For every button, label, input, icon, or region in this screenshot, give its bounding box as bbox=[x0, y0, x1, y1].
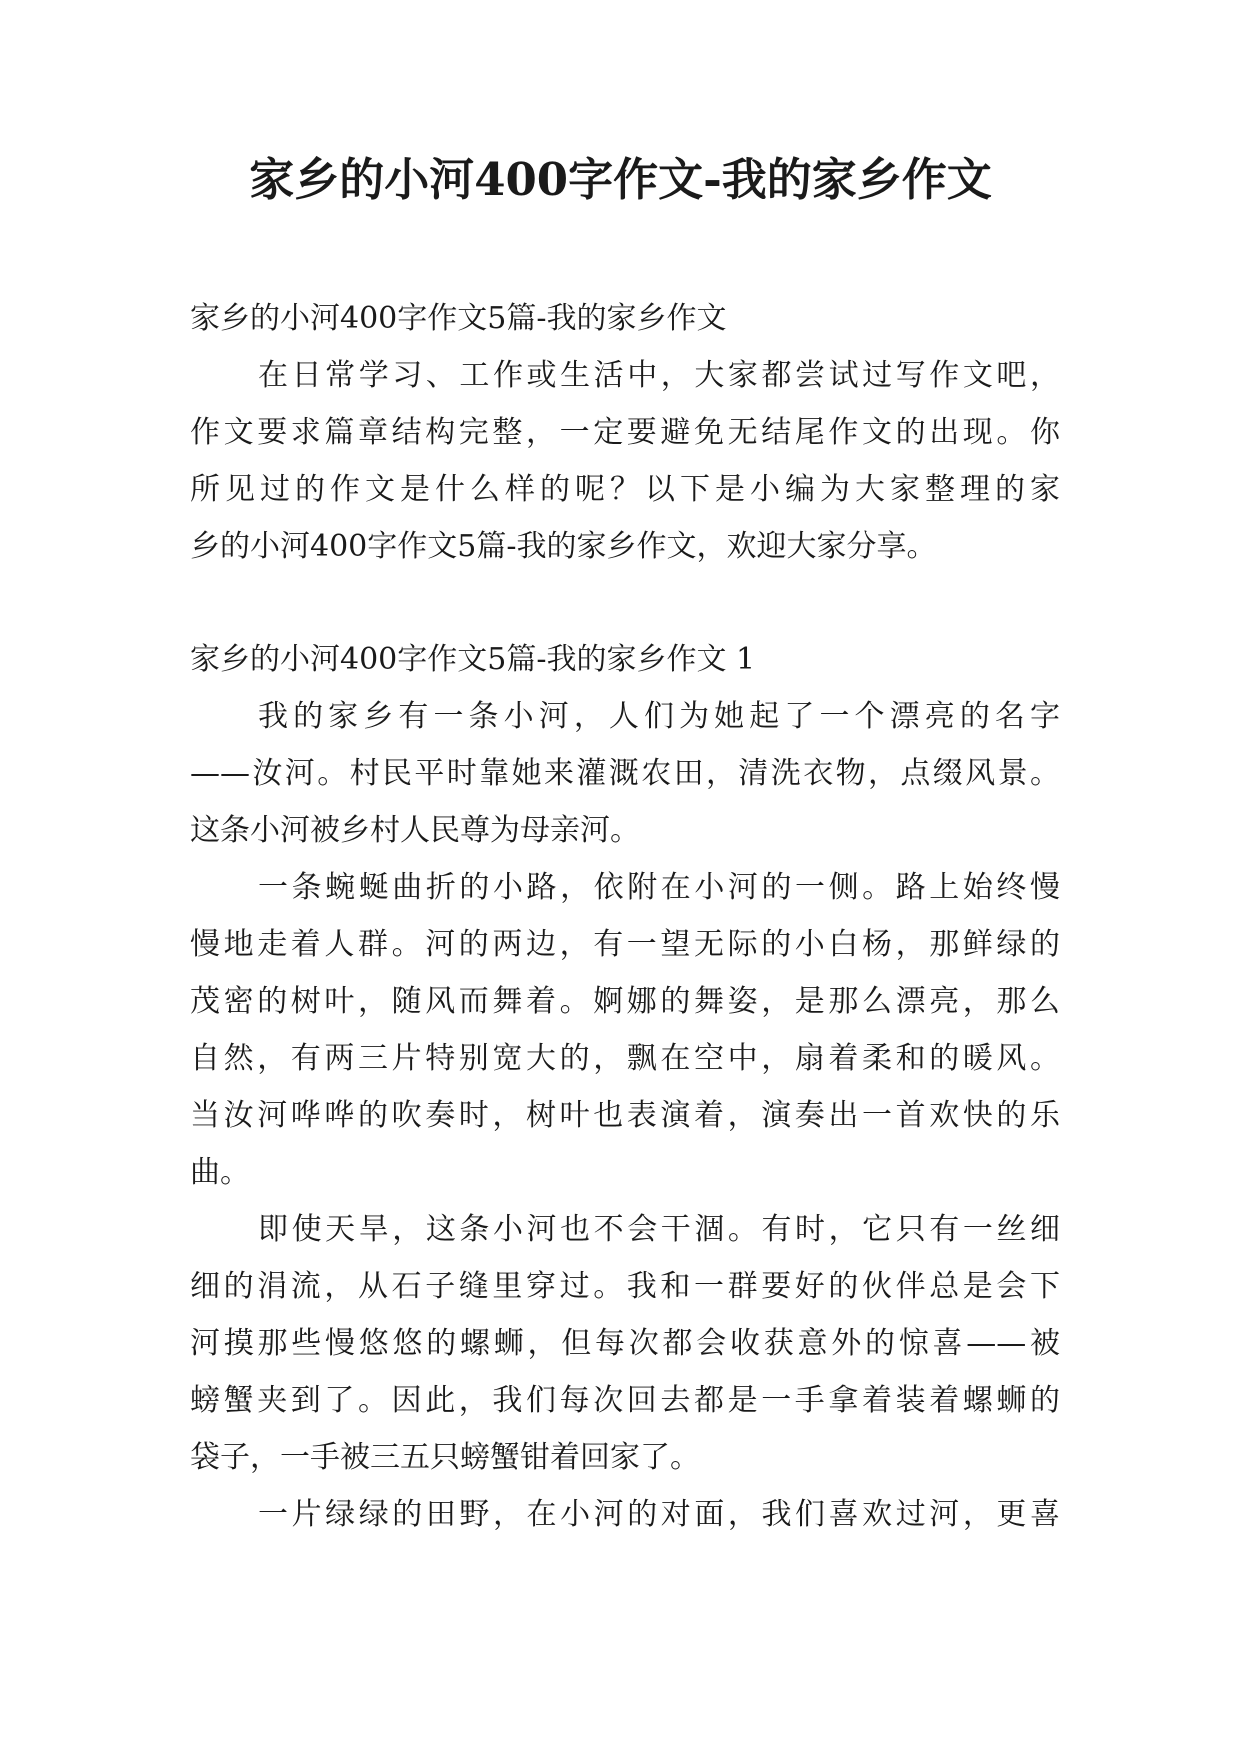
essay-paragraph-4 bbox=[190, 1486, 1060, 1543]
document-title: 家乡的小河400字作文-我的家乡作文 bbox=[249, 153, 992, 206]
paragraph-line: 袋子，一手被三五只螃蟹钳着回家了。 bbox=[190, 1440, 700, 1475]
section-gap bbox=[190, 575, 1060, 631]
paragraph-line: 一片绿绿的田野，在小河的对面，我们喜欢过河，更喜 bbox=[258, 1497, 1060, 1532]
paragraph-line: 我的家乡有一条小河，人们为她起了一个漂亮的名字 bbox=[258, 699, 1060, 734]
paragraph-line: 所见过的作文是什么样的呢？以下是小编为大家整理的家 bbox=[190, 472, 1060, 507]
paragraph-line: 乡的小河400字作文5篇-我的家乡作文，欢迎大家分享。 bbox=[190, 529, 937, 564]
paragraph-line: 慢地走着人群。河的两边，有一望无际的小白杨，那鲜绿的 bbox=[190, 927, 1060, 962]
essay-heading: 家乡的小河400字作文5篇-我的家乡作文 1 bbox=[190, 642, 756, 677]
paragraph-line: 曲。 bbox=[190, 1155, 250, 1190]
document-body bbox=[190, 290, 1060, 1543]
paragraph-line: 一条蜿蜒曲折的小路，依附在小河的一侧。路上始终慢 bbox=[258, 870, 1060, 905]
essay-paragraph-2 bbox=[190, 859, 1060, 1201]
paragraph-line: 这条小河被乡村人民尊为母亲河。 bbox=[190, 813, 640, 848]
paragraph-line: 河摸那些慢悠悠的螺蛳，但每次都会收获意外的惊喜——被 bbox=[190, 1326, 1060, 1361]
paragraph-line: 作文要求篇章结构完整，一定要避免无结尾作文的出现。你 bbox=[190, 415, 1060, 450]
paragraph-line: 即使天旱，这条小河也不会干涸。有时，它只有一丝细 bbox=[258, 1212, 1060, 1247]
paragraph-line: ——汝河。村民平时靠她来灌溉农田，清洗衣物，点缀风景。 bbox=[190, 756, 1060, 791]
intro-paragraph bbox=[190, 347, 1060, 575]
paragraph-line: 在日常学习、工作或生活中，大家都尝试过写作文吧， bbox=[258, 358, 1060, 393]
paragraph-line: 当汝河哗哗的吹奏时，树叶也表演着，演奏出一首欢快的乐 bbox=[190, 1098, 1060, 1133]
essay-paragraph-1 bbox=[190, 688, 1060, 859]
paragraph-line: 茂密的树叶，随风而舞着。婀娜的舞姿，是那么漂亮，那么 bbox=[190, 984, 1060, 1019]
paragraph-line: 螃蟹夹到了。因此，我们每次回去都是一手拿着装着螺蛳的 bbox=[190, 1383, 1060, 1418]
essay-paragraph-3 bbox=[190, 1201, 1060, 1486]
paragraph-line: 自然，有两三片特别宽大的，飘在空中，扇着柔和的暖风。 bbox=[190, 1041, 1060, 1076]
paragraph-line: 细的涓流，从石子缝里穿过。我和一群要好的伙伴总是会下 bbox=[190, 1269, 1060, 1304]
intro-heading: 家乡的小河400字作文5篇-我的家乡作文 bbox=[190, 301, 727, 336]
